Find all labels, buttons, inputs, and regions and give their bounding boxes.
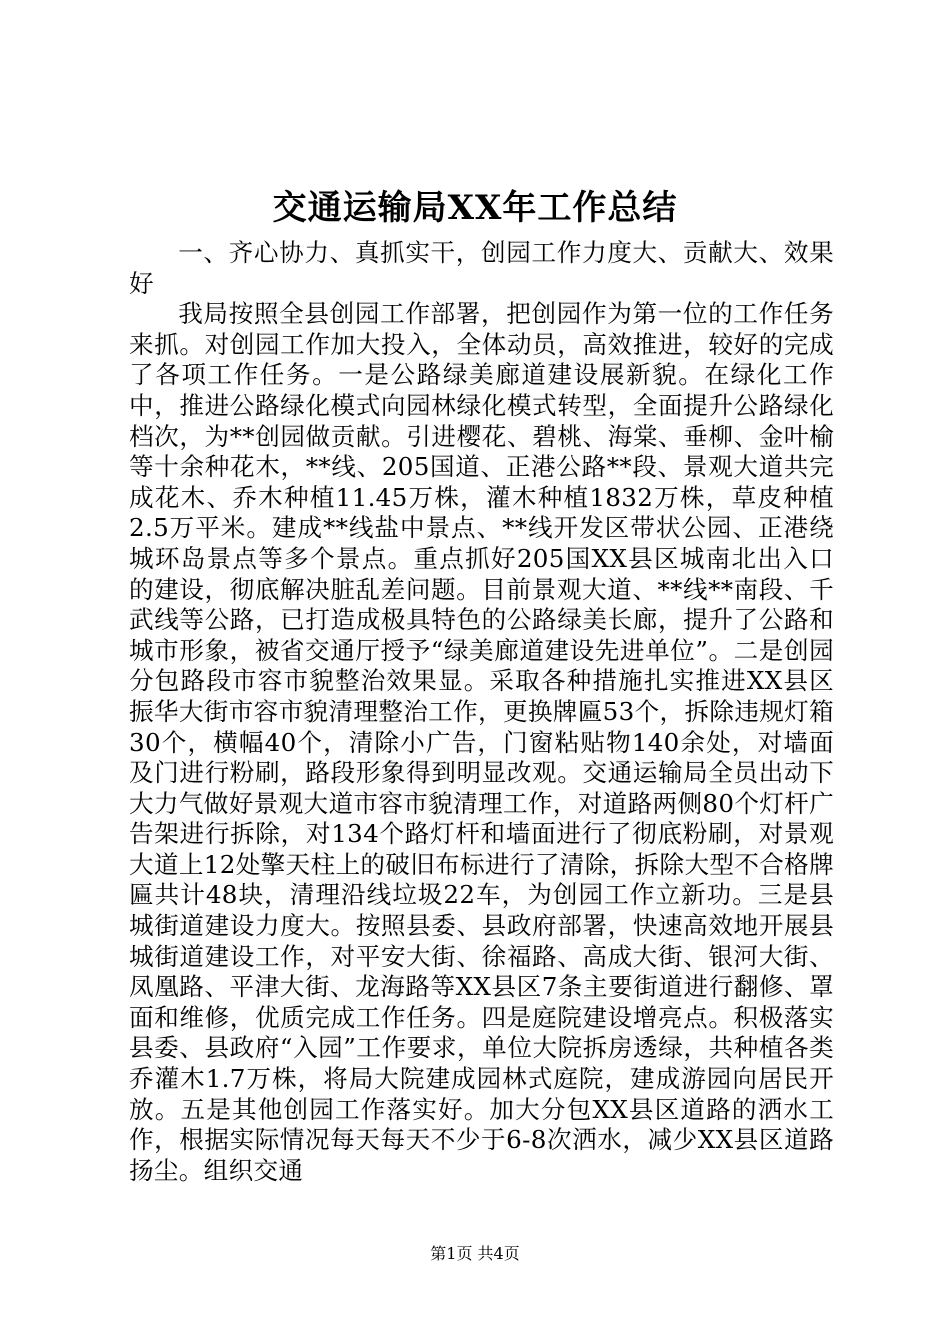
page-number: 第1页 共4页	[430, 1244, 520, 1263]
body-paragraph: 我局按照全县创园工作部署，把创园作为第一位的工作任务来抓。对创园工作加大投入，全体动员，高效推进，较好的完成了各项工作任务。一是公路绿美廊道建设展新貌。在绿化工作中，推进公路绿化模式向园林绿化模式转型，全面提升公路绿化档次，为**创园做贡献。引进樱花、碧桃、海棠、垂柳、金叶榆等十余种花木，**线、205国道、正港公路**段、景观大道共完成花木、乔木种植11.45万株，灌木种植1832万株，草皮种植2.5万平米。建成**线盐中景点、**线开发区带状公园、正港绕城环岛景点等多个景点。重点抓好205国XX县区城南北出入口的建设，彻底解决脏乱差问题。目前景观大道、**线**南段、千武线等公路，已打造成极具特色的公路绿美长廊，提升了公路和城市形象，被省交通厅授予“绿美廊道建设先进单位”。二是创园分包路段市容市貌整治效果显。采取各种措施扎实推进XX县区振华大街市容市貌清理整治工作，更换牌匾53个，拆除违规灯箱30个，横幅40个，清除小广告，门窗粘贴物140余处，对墙面及门进行粉刷，路段形象得到明显改观。交通运输局全员出动下大力气做好景观大道市容市貌清理工作，对道路两侧80个灯杆广告架进行拆除，对134个路灯杆和墙面进行了彻底粉刷，对景观大道上12处擎天柱上的破旧布标进行了清除，拆除大型不合格牌匾共计48块，清理沿线垃圾22车，为创园工作立新功。三是县城街道建设力度大。按照县委、县政府部署，快速高效地开展县城街道建设工作，对平安大街、徐福路、高成大街、银河大街、凤凰路、平津大街、龙海路等XX县区7条主要街道进行翻修、罩面和维修，优质完成工作任务。四是庭院建设增亮点。积极落实县委、县政府“入园”工作要求，单位大院拆房透绿，共种植各类乔灌木1.7万株，将局大院建成园林式庭院，建成游园向居民开放。五是其他创园工作落实好。加大分包XX县区道路的洒水工作，根据实际情况每天每天不少于6-8次洒水，减少XX县区道路扬尘。组织交通	[129, 299, 834, 1185]
document-body	[129, 238, 834, 1186]
section-heading: 一、齐心协力、真抓实干，创园工作力度大、贡献大、效果好	[129, 238, 834, 298]
document-title: 交通运输局XX年工作总结	[272, 188, 678, 228]
